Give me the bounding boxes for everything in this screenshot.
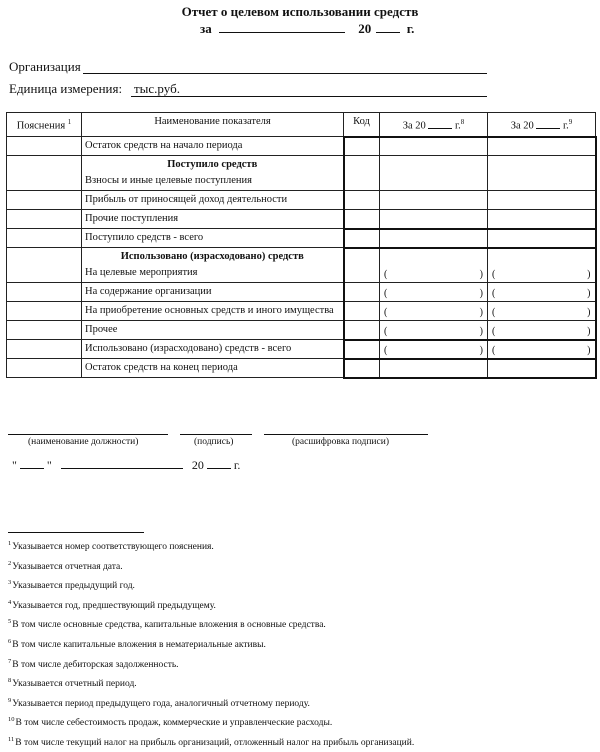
signature-caption: (подпись) [194, 437, 234, 447]
code-cell[interactable] [344, 156, 380, 191]
report-table [6, 112, 597, 379]
period1-cell[interactable] [380, 210, 488, 229]
signature-decode-caption: (расшифровка подписи) [292, 437, 389, 447]
code-cell[interactable] [344, 340, 380, 359]
position-line[interactable] [8, 434, 168, 435]
code-cell[interactable] [344, 191, 380, 210]
date-year-suffix: г. [233, 458, 241, 472]
row-label-assets: На приобретение основных средств и иного имущества [82, 302, 344, 321]
footnote-item: $^5$В том числе основные средства, капитальные вложения в основные средства. [8, 618, 326, 631]
organization-label: Организация [9, 59, 81, 74]
period2-cell[interactable]: ( ) [488, 248, 596, 283]
notes-cell[interactable] [7, 156, 82, 191]
table-row [7, 137, 596, 156]
row-label-profit: Прибыль от приносящей доход деятельности [82, 191, 344, 210]
period1-cell[interactable] [380, 359, 488, 378]
period-input-line[interactable] [219, 20, 345, 33]
row-label-maintenance: На содержание организации [82, 283, 344, 302]
footnote-item: $^7$В том числе дебиторская задолженность. [8, 657, 179, 670]
date-year-prefix: 20 [191, 458, 204, 472]
row-label-other-expense: Прочее [82, 321, 344, 340]
code-cell[interactable] [344, 248, 380, 283]
footnotes [8, 536, 414, 752]
table-row [7, 283, 596, 302]
table-row [7, 321, 596, 340]
table-row [7, 340, 596, 359]
code-cell[interactable] [344, 302, 380, 321]
period2-cell[interactable]: ( ) [488, 283, 596, 302]
footnote-item: $^3$Указывается предыдущий год. [8, 579, 135, 592]
footnote-item: $^6$В том числе капитальные вложения в нематериальные активы. [8, 637, 266, 650]
notes-cell[interactable] [7, 359, 82, 378]
row-label-opening-balance: Остаток средств на начало периода [82, 137, 344, 156]
period2-cell[interactable] [488, 137, 596, 156]
code-cell[interactable] [344, 137, 380, 156]
organization-field[interactable] [83, 73, 487, 74]
code-cell[interactable] [344, 283, 380, 302]
period2-cell[interactable] [488, 359, 596, 378]
table-row [7, 229, 596, 248]
row-label-closing-balance: Остаток средств на конец периода [82, 359, 344, 378]
unit-field-line [131, 96, 487, 97]
footnote-item: $^9$Указывается период предыдущего года, аналогичный отчетному периоду. [8, 696, 310, 709]
row-label-received-total: Поступило средств - всего [82, 229, 344, 248]
notes-cell[interactable] [7, 229, 82, 248]
quote-close: " [46, 458, 52, 472]
period2-cell[interactable]: ( ) [488, 302, 596, 321]
col-header-code: Код [344, 113, 380, 137]
col-header-period2: За 20 г.$^9$ [488, 113, 596, 137]
footnote-item: $^4$Указывается год, предшествующий предыдущему. [8, 598, 216, 611]
row-label-used-total: Использовано (израсходовано) средств - всего [82, 340, 344, 359]
period1-cell[interactable]: ( ) [380, 321, 488, 340]
signature-date [12, 456, 240, 473]
period1-cell[interactable] [380, 137, 488, 156]
period2-cell[interactable] [488, 229, 596, 248]
col-header-notes: Пояснения $^1$ [7, 113, 82, 137]
col-header-name: Наименование показателя [82, 113, 344, 137]
period1-cell[interactable] [380, 191, 488, 210]
row-label-other-income: Прочие поступления [82, 210, 344, 229]
period1-cell[interactable] [380, 156, 488, 191]
notes-cell[interactable] [7, 210, 82, 229]
notes-cell[interactable] [7, 248, 82, 283]
footnote-item: $^{11}$В том числе текущий налог на прибыль организаций, отложенный налог на прибыль организаций. [8, 735, 415, 748]
code-cell[interactable] [344, 359, 380, 378]
position-caption: (наименование должности) [28, 437, 139, 447]
code-cell[interactable] [344, 210, 380, 229]
period2-cell[interactable] [488, 191, 596, 210]
period2-cell[interactable] [488, 156, 596, 191]
signature-decode-line[interactable] [264, 434, 428, 435]
code-cell[interactable] [344, 321, 380, 340]
day-input-line[interactable] [20, 456, 44, 469]
period2-cell[interactable]: ( ) [488, 321, 596, 340]
footnote-item: $^2$Указывается отчетная дата. [8, 559, 123, 572]
year-suffix: г. [406, 21, 415, 36]
section-header-used: Использовано (израсходовано) средств [120, 251, 304, 262]
signature-line[interactable] [180, 434, 252, 435]
table-row [7, 359, 596, 378]
period-prefix: за [200, 21, 212, 36]
quote-open: " [12, 458, 17, 472]
unit-label: Единица измерения: [9, 81, 123, 96]
notes-cell[interactable] [7, 191, 82, 210]
notes-cell[interactable] [7, 321, 82, 340]
notes-cell[interactable] [7, 302, 82, 321]
period1-cell[interactable]: ( ) [380, 302, 488, 321]
row-label-targeted-events: Использовано (израсходовано) средств На целевые мероприятия [82, 248, 344, 283]
col-header-period1: За 20 г.$^8$ [380, 113, 488, 137]
row-label-contributions: Поступило средств Взносы и иные целевые поступления [82, 156, 344, 191]
table-row [7, 302, 596, 321]
year-input-line[interactable] [376, 20, 400, 33]
table-row [7, 156, 596, 191]
year-prefix: 20 [358, 21, 372, 36]
table-row [7, 248, 596, 283]
footnote-item: $^1$Указывается номер соответствующего пояснения. [8, 540, 214, 552]
report-period [200, 20, 414, 37]
footnote-item: $^8$Указывается отчетный период. [8, 677, 137, 690]
notes-cell[interactable] [7, 283, 82, 302]
notes-cell[interactable] [7, 137, 82, 156]
period2-cell[interactable]: ( ) [488, 340, 596, 359]
code-cell[interactable] [344, 229, 380, 248]
period2-cell[interactable] [488, 210, 596, 229]
report-title: Отчет о целевом использовании средств [181, 4, 419, 19]
period1-cell[interactable]: ( ) [380, 340, 488, 359]
table-row [7, 191, 596, 210]
unit-value[interactable]: тыс.руб. [134, 81, 180, 96]
month-input-line[interactable] [61, 456, 183, 469]
footnote-item: $^{10}$В том числе себестоимость продаж, коммерческие и управленческие расходы. [8, 716, 333, 729]
table-header-row [7, 113, 596, 137]
period1-cell[interactable] [380, 229, 488, 248]
section-header-received: Поступило средств [167, 159, 258, 170]
date-year-input-line[interactable] [207, 456, 231, 469]
notes-cell[interactable] [7, 340, 82, 359]
period1-cell[interactable]: ( ) [380, 248, 488, 283]
footnote-separator [8, 532, 144, 533]
period1-cell[interactable]: ( ) [380, 283, 488, 302]
table-row [7, 210, 596, 229]
